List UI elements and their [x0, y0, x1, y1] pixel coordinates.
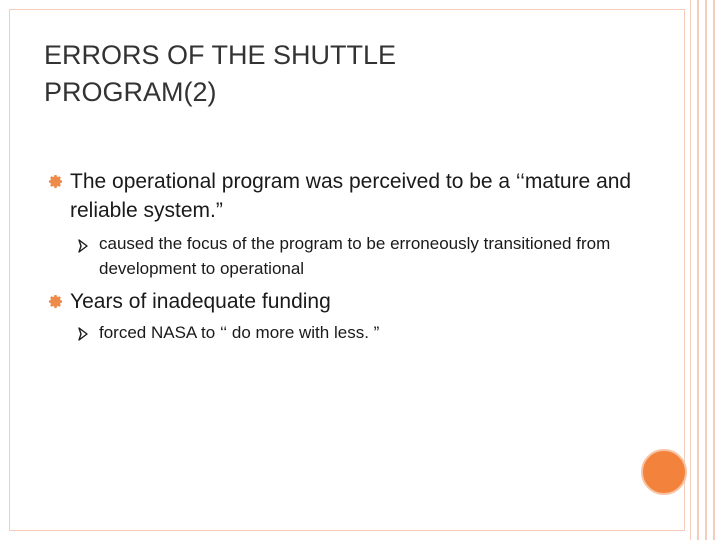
gear-icon: [48, 174, 68, 194]
bullet-text-2: Years of inadequate funding: [70, 290, 331, 313]
arrow-right-icon: [76, 327, 90, 341]
sub-bullet-text-1: caused the focus of the program to be erroneously transitioned from development to operational: [99, 234, 611, 278]
gear-icon: [48, 294, 68, 314]
slide-title: ERRORS OF THE SHUTTLE PROGRAM(2): [44, 40, 397, 107]
bullet-text-1: The operational program was perceived to be a ‘‘mature and reliable system.”: [70, 170, 632, 222]
arrow-right-icon: [76, 239, 90, 253]
circle-icon: [641, 449, 687, 495]
sub-bullet-text-2: forced NASA to ‘‘ do more with less. ”: [99, 323, 380, 342]
